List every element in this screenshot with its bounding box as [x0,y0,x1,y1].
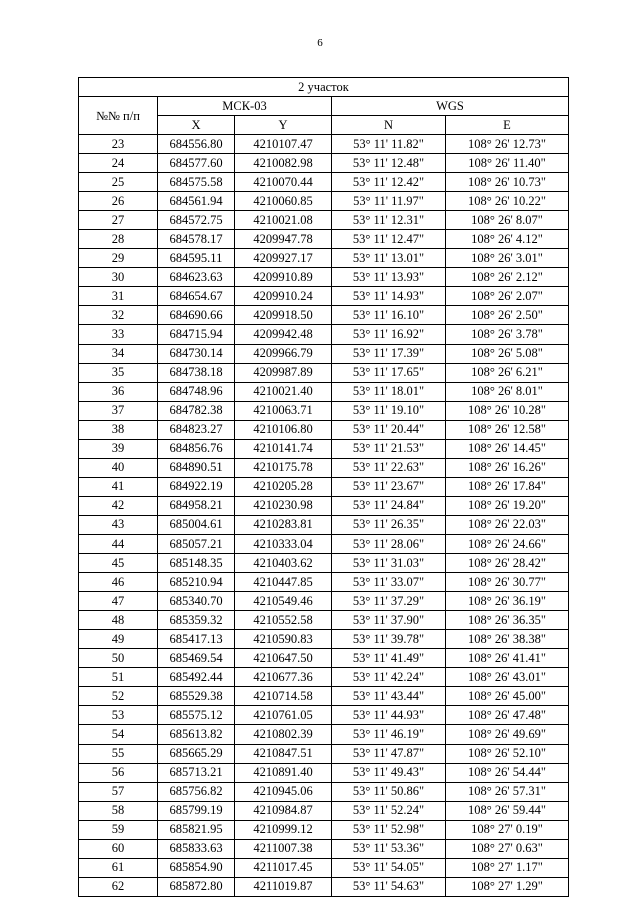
wgs-n-cell: 53° 11' 28.06" [332,534,446,553]
wgs-n-cell: 53° 11' 23.67" [332,477,446,496]
msk-y-cell: 4210205.28 [235,477,332,496]
wgs-e-cell: 108° 26' 11.40" [446,154,569,173]
point-number-cell: 23 [79,135,158,154]
wgs-e-cell: 108° 26' 2.12" [446,268,569,287]
wgs-n-cell: 53° 11' 16.10" [332,306,446,325]
point-number-cell: 26 [79,192,158,211]
msk-x-cell: 685529.38 [158,687,235,706]
msk-x-cell: 685148.35 [158,554,235,573]
wgs-e-cell: 108° 26' 30.77" [446,573,569,592]
column-header-n: N [332,116,446,135]
msk-x-cell: 684572.75 [158,211,235,230]
msk-x-cell: 685872.80 [158,877,235,896]
msk-x-cell: 684823.27 [158,420,235,439]
wgs-n-cell: 53° 11' 18.01" [332,382,446,401]
wgs-n-cell: 53° 11' 39.78" [332,630,446,649]
msk-y-cell: 4210175.78 [235,458,332,477]
msk-x-cell: 684715.94 [158,325,235,344]
wgs-n-cell: 53° 11' 41.49" [332,649,446,668]
point-number-cell: 24 [79,154,158,173]
table-row [79,592,569,611]
msk-x-cell: 685833.63 [158,839,235,858]
msk-y-cell: 4210021.40 [235,382,332,401]
msk-y-cell: 4210063.71 [235,401,332,420]
msk-y-cell: 4210549.46 [235,592,332,611]
msk-y-cell: 4210230.98 [235,496,332,515]
wgs-e-cell: 108° 27' 0.19" [446,820,569,839]
msk-x-cell: 685492.44 [158,668,235,687]
msk-y-cell: 4209966.79 [235,344,332,363]
table-row [79,515,569,534]
wgs-n-cell: 53° 11' 37.90" [332,611,446,630]
point-number-cell: 25 [79,173,158,192]
wgs-e-cell: 108° 26' 36.19" [446,592,569,611]
table-row [79,877,569,896]
table-row [79,858,569,877]
table-row [79,382,569,401]
msk-x-cell: 685799.19 [158,801,235,820]
msk-x-cell: 685004.61 [158,515,235,534]
wgs-n-cell: 53° 11' 11.82" [332,135,446,154]
point-number-cell: 44 [79,534,158,553]
point-number-cell: 30 [79,268,158,287]
wgs-n-cell: 53° 11' 12.31" [332,211,446,230]
msk-x-cell: 684654.67 [158,287,235,306]
point-number-cell: 60 [79,839,158,858]
wgs-e-cell: 108° 26' 8.07" [446,211,569,230]
wgs-n-cell: 53° 11' 21.53" [332,439,446,458]
point-number-cell: 27 [79,211,158,230]
wgs-e-cell: 108° 26' 59.44" [446,801,569,820]
msk-x-cell: 685469.54 [158,649,235,668]
msk-y-cell: 4210999.12 [235,820,332,839]
table-row [79,287,569,306]
wgs-e-cell: 108° 26' 4.12" [446,230,569,249]
msk-y-cell: 4210761.05 [235,706,332,725]
wgs-e-cell: 108° 26' 49.69" [446,725,569,744]
msk-y-cell: 4210847.51 [235,744,332,763]
msk-x-cell: 685340.70 [158,592,235,611]
table-row [79,782,569,801]
point-number-cell: 29 [79,249,158,268]
wgs-n-cell: 53° 11' 42.24" [332,668,446,687]
wgs-e-cell: 108° 26' 54.44" [446,763,569,782]
msk-y-cell: 4211007.38 [235,839,332,858]
wgs-e-cell: 108° 26' 57.31" [446,782,569,801]
msk-y-cell: 4209927.17 [235,249,332,268]
wgs-n-cell: 53° 11' 37.29" [332,592,446,611]
table-row [79,401,569,420]
wgs-e-cell: 108° 26' 24.66" [446,534,569,553]
table-row [79,306,569,325]
table-row [79,173,569,192]
point-number-cell: 40 [79,458,158,477]
wgs-n-cell: 53° 11' 49.43" [332,763,446,782]
msk-y-cell: 4210333.04 [235,534,332,553]
table-row [79,477,569,496]
msk-x-cell: 684575.58 [158,173,235,192]
group-header-msk: МСК-03 [158,97,332,116]
wgs-e-cell: 108° 26' 36.35" [446,611,569,630]
wgs-n-cell: 53° 11' 12.48" [332,154,446,173]
wgs-e-cell: 108° 26' 17.84" [446,477,569,496]
msk-y-cell: 4210945.06 [235,782,332,801]
column-header-x: X [158,116,235,135]
wgs-n-cell: 53° 11' 16.92" [332,325,446,344]
table-row [79,458,569,477]
table-row [79,344,569,363]
msk-y-cell: 4209910.24 [235,287,332,306]
wgs-n-cell: 53° 11' 12.42" [332,173,446,192]
point-number-cell: 35 [79,363,158,382]
wgs-e-cell: 108° 26' 41.41" [446,649,569,668]
column-header-y: Y [235,116,332,135]
point-number-cell: 50 [79,649,158,668]
wgs-e-cell: 108° 26' 12.73" [446,135,569,154]
table-row [79,687,569,706]
table-row [79,420,569,439]
point-number-cell: 56 [79,763,158,782]
table-row [79,630,569,649]
point-number-cell: 45 [79,554,158,573]
msk-x-cell: 685575.12 [158,706,235,725]
wgs-e-cell: 108° 27' 1.29" [446,877,569,896]
msk-x-cell: 684690.66 [158,306,235,325]
point-number-cell: 31 [79,287,158,306]
msk-x-cell: 684623.63 [158,268,235,287]
wgs-n-cell: 53° 11' 22.63" [332,458,446,477]
wgs-n-cell: 53° 11' 13.01" [332,249,446,268]
group-header-wgs: WGS [332,97,569,116]
wgs-n-cell: 53° 11' 17.39" [332,344,446,363]
msk-x-cell: 684890.51 [158,458,235,477]
msk-y-cell: 4209942.48 [235,325,332,344]
msk-y-cell: 4210107.47 [235,135,332,154]
point-number-cell: 59 [79,820,158,839]
column-header-e: E [446,116,569,135]
wgs-n-cell: 53° 11' 53.36" [332,839,446,858]
msk-x-cell: 685713.21 [158,763,235,782]
wgs-e-cell: 108° 26' 38.38" [446,630,569,649]
table-row [79,496,569,515]
wgs-e-cell: 108° 26' 16.26" [446,458,569,477]
point-number-cell: 36 [79,382,158,401]
wgs-n-cell: 53° 11' 52.98" [332,820,446,839]
msk-y-cell: 4210647.50 [235,649,332,668]
msk-x-cell: 685359.32 [158,611,235,630]
msk-x-cell: 684958.21 [158,496,235,515]
wgs-n-cell: 53° 11' 13.93" [332,268,446,287]
msk-x-cell: 685854.90 [158,858,235,877]
table-row [79,725,569,744]
wgs-e-cell: 108° 26' 6.21" [446,363,569,382]
msk-y-cell: 4210070.44 [235,173,332,192]
msk-y-cell: 4210283.81 [235,515,332,534]
point-number-cell: 38 [79,420,158,439]
point-number-cell: 61 [79,858,158,877]
table-row [79,135,569,154]
msk-y-cell: 4210984.87 [235,801,332,820]
wgs-e-cell: 108° 26' 28.42" [446,554,569,573]
table-row [79,249,569,268]
wgs-n-cell: 53° 11' 54.05" [332,858,446,877]
point-number-cell: 42 [79,496,158,515]
table-row [79,325,569,344]
msk-x-cell: 685210.94 [158,573,235,592]
msk-y-cell: 4210677.36 [235,668,332,687]
point-number-cell: 32 [79,306,158,325]
wgs-n-cell: 53° 11' 26.35" [332,515,446,534]
msk-y-cell: 4210714.58 [235,687,332,706]
wgs-e-cell: 108° 26' 19.20" [446,496,569,515]
wgs-e-cell: 108° 26' 45.00" [446,687,569,706]
msk-y-cell: 4210590.83 [235,630,332,649]
point-number-cell: 54 [79,725,158,744]
table-row [79,154,569,173]
section-title: 2 участок [79,78,569,97]
wgs-n-cell: 53° 11' 50.86" [332,782,446,801]
table-row [79,706,569,725]
point-number-cell: 62 [79,877,158,896]
msk-x-cell: 684561.94 [158,192,235,211]
wgs-n-cell: 53° 11' 20.44" [332,420,446,439]
wgs-e-cell: 108° 26' 52.10" [446,744,569,763]
msk-x-cell: 685613.82 [158,725,235,744]
msk-y-cell: 4211017.45 [235,858,332,877]
wgs-e-cell: 108° 26' 3.01" [446,249,569,268]
table-row [79,268,569,287]
msk-x-cell: 684738.18 [158,363,235,382]
wgs-n-cell: 53° 11' 46.19" [332,725,446,744]
table-row [79,744,569,763]
point-number-cell: 52 [79,687,158,706]
table-row [79,534,569,553]
wgs-n-cell: 53° 11' 17.65" [332,363,446,382]
msk-y-cell: 4210141.74 [235,439,332,458]
table-row [79,554,569,573]
wgs-e-cell: 108° 26' 14.45" [446,439,569,458]
msk-x-cell: 685821.95 [158,820,235,839]
msk-x-cell: 684730.14 [158,344,235,363]
wgs-e-cell: 108° 26' 5.08" [446,344,569,363]
table-row [79,211,569,230]
wgs-e-cell: 108° 27' 0.63" [446,839,569,858]
wgs-n-cell: 53° 11' 33.07" [332,573,446,592]
msk-y-cell: 4209910.89 [235,268,332,287]
wgs-n-cell: 53° 11' 14.93" [332,287,446,306]
point-number-cell: 49 [79,630,158,649]
msk-x-cell: 684578.17 [158,230,235,249]
table-row [79,230,569,249]
msk-x-cell: 684577.60 [158,154,235,173]
msk-y-cell: 4210802.39 [235,725,332,744]
page-number: 6 [317,37,323,49]
table-row [79,611,569,630]
wgs-e-cell: 108° 26' 43.01" [446,668,569,687]
point-number-cell: 34 [79,344,158,363]
msk-x-cell: 684782.38 [158,401,235,420]
msk-y-cell: 4211019.87 [235,877,332,896]
msk-x-cell: 685756.82 [158,782,235,801]
msk-x-cell: 685417.13 [158,630,235,649]
wgs-e-cell: 108° 26' 8.01" [446,382,569,401]
table-row [79,363,569,382]
table-row [79,649,569,668]
table-row [79,668,569,687]
table-body [79,135,569,897]
table-row [79,820,569,839]
wgs-n-cell: 53° 11' 52.24" [332,801,446,820]
wgs-n-cell: 53° 11' 19.10" [332,401,446,420]
point-number-cell: 57 [79,782,158,801]
wgs-n-cell: 53° 11' 44.93" [332,706,446,725]
point-number-cell: 39 [79,439,158,458]
wgs-n-cell: 53° 11' 47.87" [332,744,446,763]
wgs-e-cell: 108° 26' 22.03" [446,515,569,534]
msk-y-cell: 4210021.08 [235,211,332,230]
wgs-e-cell: 108° 26' 12.58" [446,420,569,439]
msk-y-cell: 4210082.98 [235,154,332,173]
coordinates-table [78,77,569,897]
point-number-cell: 53 [79,706,158,725]
msk-x-cell: 684595.11 [158,249,235,268]
wgs-e-cell: 108° 27' 1.17" [446,858,569,877]
point-number-cell: 58 [79,801,158,820]
point-number-cell: 51 [79,668,158,687]
msk-x-cell: 685665.29 [158,744,235,763]
point-number-cell: 41 [79,477,158,496]
wgs-n-cell: 53° 11' 11.97" [332,192,446,211]
wgs-e-cell: 108° 26' 2.07" [446,287,569,306]
point-number-cell: 46 [79,573,158,592]
msk-y-cell: 4210891.40 [235,763,332,782]
point-number-cell: 55 [79,744,158,763]
msk-x-cell: 684748.96 [158,382,235,401]
table-row [79,763,569,782]
msk-y-cell: 4210447.85 [235,573,332,592]
msk-y-cell: 4210552.58 [235,611,332,630]
msk-x-cell: 685057.21 [158,534,235,553]
wgs-n-cell: 53° 11' 43.44" [332,687,446,706]
msk-x-cell: 684556.80 [158,135,235,154]
table-row [79,801,569,820]
wgs-e-cell: 108° 26' 10.22" [446,192,569,211]
table-row [79,439,569,458]
msk-x-cell: 684922.19 [158,477,235,496]
msk-y-cell: 4209918.50 [235,306,332,325]
msk-y-cell: 4210060.85 [235,192,332,211]
msk-y-cell: 4210106.80 [235,420,332,439]
point-number-cell: 47 [79,592,158,611]
wgs-n-cell: 53° 11' 31.03" [332,554,446,573]
table-row [79,192,569,211]
point-number-cell: 37 [79,401,158,420]
wgs-n-cell: 53° 11' 24.84" [332,496,446,515]
wgs-n-cell: 53° 11' 54.63" [332,877,446,896]
msk-x-cell: 684856.76 [158,439,235,458]
point-number-cell: 43 [79,515,158,534]
number-column-header: №№ п/п [79,97,158,135]
point-number-cell: 48 [79,611,158,630]
msk-y-cell: 4209987.89 [235,363,332,382]
wgs-e-cell: 108° 26' 47.48" [446,706,569,725]
wgs-e-cell: 108° 26' 10.28" [446,401,569,420]
msk-y-cell: 4209947.78 [235,230,332,249]
point-number-cell: 28 [79,230,158,249]
table-row [79,573,569,592]
table-row [79,839,569,858]
point-number-cell: 33 [79,325,158,344]
wgs-e-cell: 108° 26' 10.73" [446,173,569,192]
wgs-n-cell: 53° 11' 12.47" [332,230,446,249]
wgs-e-cell: 108° 26' 3.78" [446,325,569,344]
msk-y-cell: 4210403.62 [235,554,332,573]
wgs-e-cell: 108° 26' 2.50" [446,306,569,325]
